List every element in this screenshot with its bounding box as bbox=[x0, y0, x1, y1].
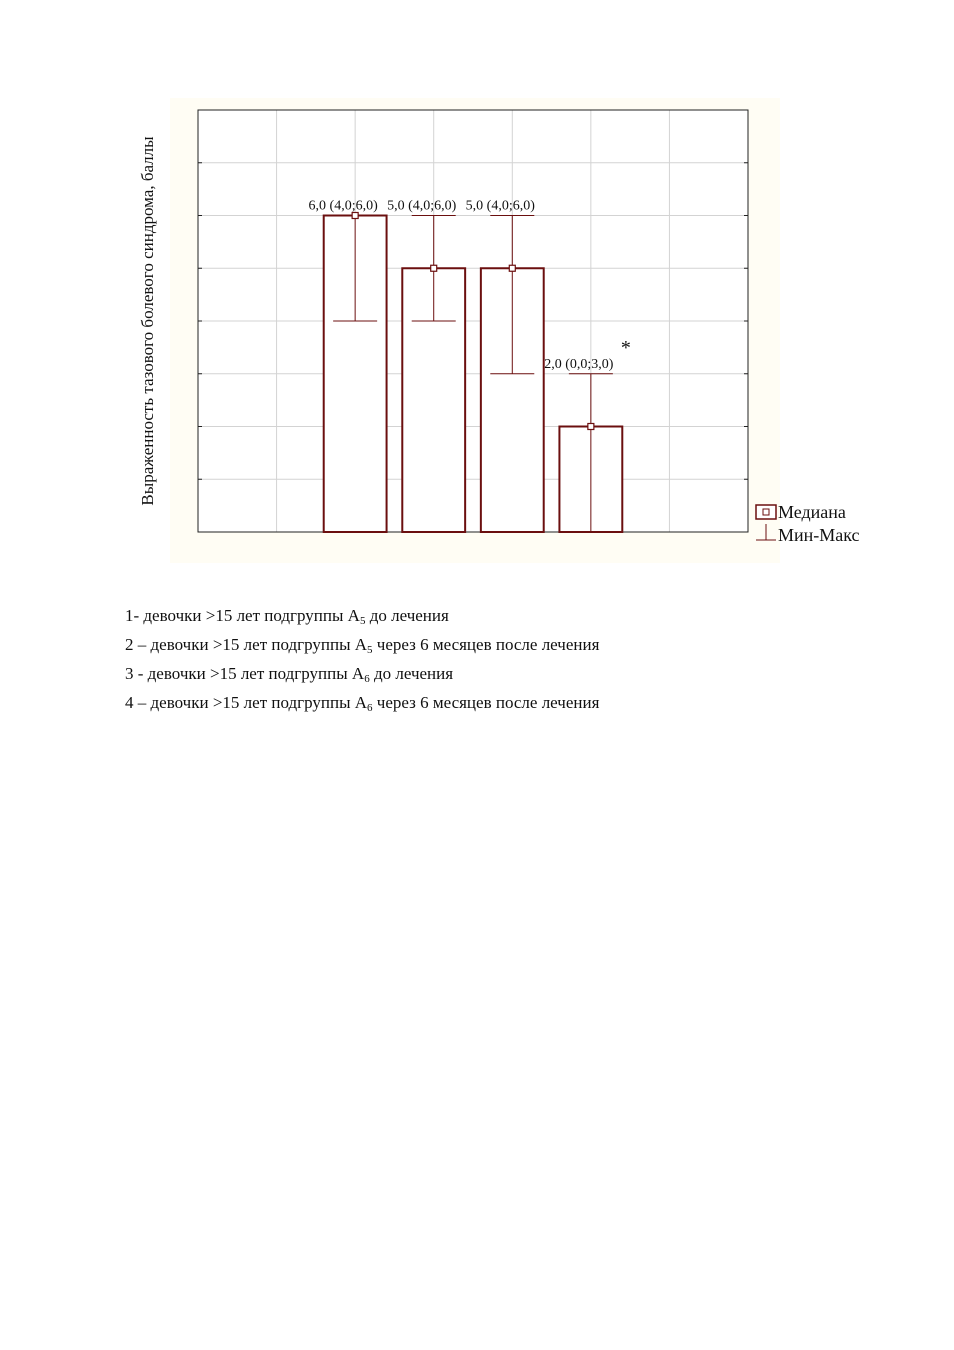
caption-text-suffix: до лечения bbox=[369, 664, 454, 683]
data-label: 5,0 (4,0;6,0) bbox=[387, 198, 457, 214]
y-axis-label: Выраженность тазового болевого синдрома, баллы bbox=[138, 136, 157, 506]
caption-subscript: 6 bbox=[364, 673, 370, 685]
caption-subscript: 6 bbox=[367, 702, 373, 714]
caption-line bbox=[125, 606, 449, 626]
caption-text: 4 – девочки >15 лет подгруппы А bbox=[125, 693, 368, 712]
caption-text: 3 - девочки >15 лет подгруппы А bbox=[125, 664, 365, 683]
legend-label-minmax: Мин-Макс bbox=[778, 525, 860, 545]
median-marker bbox=[431, 265, 437, 271]
significance-mark: * bbox=[620, 336, 631, 359]
chart bbox=[0, 0, 954, 600]
caption-subscript: 5 bbox=[359, 615, 366, 627]
caption-subscript: 5 bbox=[367, 644, 373, 656]
data-label: 6,0 (4,0;6,0) bbox=[308, 198, 378, 214]
data-label: 2,0 (0,0;3,0) bbox=[544, 356, 614, 372]
caption-text-suffix: до лечения bbox=[365, 606, 449, 625]
median-marker bbox=[509, 265, 515, 271]
caption-text: 1- девочки >15 лет подгруппы А bbox=[125, 606, 360, 625]
caption-text: 2 – девочки >15 лет подгруппы А bbox=[125, 635, 368, 654]
data-label: 5,0 (4,0;6,0) bbox=[465, 198, 535, 214]
caption-line bbox=[125, 693, 599, 713]
legend-median-marker bbox=[763, 509, 769, 515]
caption-text-suffix: через 6 месяцев после лечения bbox=[372, 693, 600, 712]
caption-line bbox=[125, 664, 453, 684]
caption-text-suffix: через 6 месяцев после лечения bbox=[372, 635, 600, 654]
legend-label-median: Медиана bbox=[778, 502, 846, 522]
caption-line bbox=[125, 635, 599, 655]
bar-chart-svg bbox=[0, 0, 954, 600]
median-marker bbox=[588, 424, 594, 430]
